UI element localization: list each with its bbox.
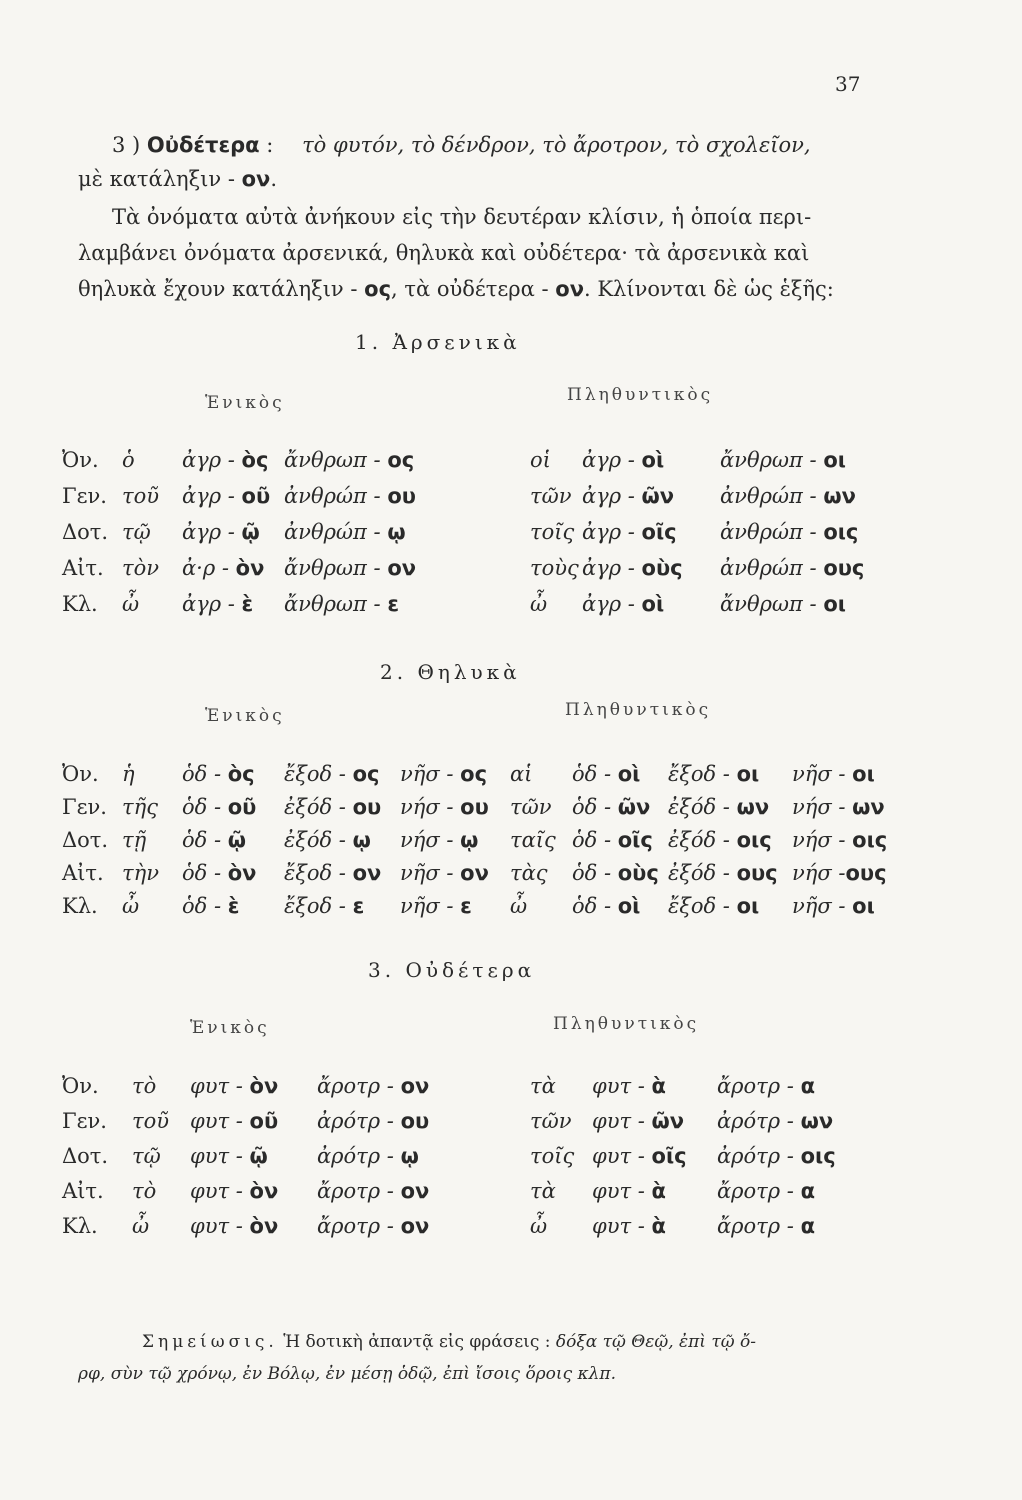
ending: ὲ [241,592,254,616]
ending: ῳ [460,828,479,852]
stem: ἄνθρωπ - [284,592,388,616]
paragraph-line-2: λαμβάνει ὀνόματα ἀρσενικά, θηλυκὰ καὶ οὐδέτερα· τὰ ἀρσενικὰ καὶ [78,241,810,265]
word-form [284,795,381,819]
ending: οῖς [617,828,653,852]
stem: ἄροτρ - [717,1179,801,1203]
article: ὦ [122,894,140,918]
word-form [792,894,875,918]
article: τοῖς [530,1144,575,1168]
article: τῶν [530,1109,572,1133]
ending: ὸς [227,762,255,786]
ending: α [800,1179,816,1203]
stem: ἀγρ - [582,484,642,508]
ending: ων [823,484,856,508]
stem: ἀγρ - [582,448,642,472]
case-label: Γεν. [62,795,107,819]
stem: ὁδ - [182,894,228,918]
word-form [317,1109,429,1133]
plural-heading-masculine: Πληθυντικὸς [567,385,714,405]
word-form [717,1109,833,1133]
stem: νήσ - [400,795,461,819]
ending: οὶ [617,894,641,918]
intro-line2-text: μὲ κατάληξιν - [78,167,242,191]
stem: ὁδ - [572,795,618,819]
ending: ῶν [651,1109,685,1133]
intro-label: 3 ) [112,133,147,157]
word-form [317,1179,429,1203]
word-form [190,1144,268,1168]
note-examples-1: δόξα τῷ Θεῷ, ἐπὶ τῷ ὄ- [555,1332,757,1352]
stem: νῆσ - [400,861,461,885]
word-form [592,1109,684,1133]
stem: ἄροτρ - [717,1214,801,1238]
article: τὰς [510,861,548,885]
ending: ῳ [400,1144,419,1168]
word-form [182,828,246,852]
stem: ὁδ - [182,795,228,819]
case-label: Δοτ. [62,520,109,544]
word-form [400,828,478,852]
word-form [668,894,759,918]
stem: φυτ - [190,1179,250,1203]
intro-line2-period: . [270,167,278,191]
article: τῷ [122,520,151,544]
stem: ἀγρ - [582,556,642,580]
word-form [582,484,674,508]
stem: ὁδ - [572,861,618,885]
case-label: Ὀν. [62,762,99,786]
article: αἱ [510,762,533,786]
word-form [284,484,416,508]
ending: οῦ [227,795,257,819]
stem: ἀρότρ - [717,1144,801,1168]
word-form [592,1214,666,1238]
paragraph-ending-2: ον [555,277,584,301]
intro-colon: : [259,133,274,157]
stem: ὁδ - [182,762,228,786]
ending: οι [736,894,760,918]
stem: ἔξοδ - [284,762,353,786]
ending: ους [736,861,778,885]
article: τοῦ [132,1109,170,1133]
ending: ος [460,762,488,786]
case-label: Ὀν. [62,448,99,472]
ending: οὺς [617,861,659,885]
ending: ῷ [249,1144,268,1168]
stem: νήσ - [792,828,853,852]
stem: ἐξόδ - [668,828,737,852]
ending: ὸν [249,1214,279,1238]
stem: νῆσ - [400,894,461,918]
case-label: Ὀν. [62,1074,99,1098]
stem: ἐξόδ - [668,795,737,819]
stem: νήσ - [400,828,461,852]
ending: οῦ [241,484,271,508]
article: οἱ [530,448,551,472]
article: τῇ [122,828,147,852]
word-form [792,861,887,885]
note-label: Σημείωσις. [142,1332,278,1352]
article: τῶν [530,484,572,508]
note-line-1 [78,1326,898,1358]
ending: οις [823,520,859,544]
stem: ἀνθρώπ - [720,520,824,544]
word-form [792,828,887,852]
stem: νήσ - [792,795,853,819]
word-form [582,520,677,544]
word-form [317,1214,429,1238]
word-form [572,795,650,819]
word-form [190,1074,278,1098]
paragraph-line-1: Τὰ ὀνόματα αὐτὰ ἀνήκουν εἰς τὴν δευτέραν κλίσιν, ἡ ὁποία περι- [112,205,812,229]
word-form [668,762,759,786]
ending: ὸν [227,861,257,885]
word-form [284,448,414,472]
article: ἡ [122,762,135,786]
ending: ὰ [651,1179,666,1203]
stem: ὁδ - [182,861,228,885]
stem: ἐξόδ - [668,861,737,885]
word-form [572,894,640,918]
stem: ἔξοδ - [284,894,353,918]
word-form [720,484,856,508]
stem: ἀνθρώπ - [720,484,824,508]
article: ταῖς [510,828,556,852]
stem: ἀνθρώπ - [720,556,824,580]
case-label: Αἰτ. [62,1179,104,1203]
word-form [182,762,255,786]
ending: ου [400,1109,430,1133]
ending: ὰ [651,1214,666,1238]
case-label: Γεν. [62,484,107,508]
ending: ον [352,861,382,885]
stem: ἀγρ - [582,592,642,616]
stem: ἀ·ρ - [182,556,236,580]
word-form [668,861,778,885]
word-form [284,592,399,616]
ending: ῳ [352,828,371,852]
ending: ος [387,448,415,472]
stem: ἀγρ - [182,592,242,616]
article: ὦ [132,1214,150,1238]
word-form [400,861,489,885]
word-form [582,592,664,616]
ending: ε [352,894,365,918]
case-label: Κλ. [62,1214,98,1238]
ending: ὸν [249,1074,279,1098]
ending: α [800,1074,816,1098]
stem: ἀνθρώπ - [284,484,388,508]
ending: ον [400,1214,430,1238]
article: τῷ [132,1144,161,1168]
word-form [720,556,864,580]
stem: ἀρότρ - [317,1144,401,1168]
stem: ἔξοδ - [668,762,737,786]
intro-line-2 [78,162,888,196]
word-form [720,520,858,544]
word-form [592,1179,666,1203]
ending: οὶ [641,592,665,616]
word-form [284,861,381,885]
article: ὦ [122,592,140,616]
paragraph-line3-a: θηλυκὰ ἔχουν κατάληξιν - [78,277,365,301]
word-form [400,795,489,819]
word-form [284,520,406,544]
word-form [182,484,270,508]
word-form [717,1144,836,1168]
article: ὦ [530,592,548,616]
word-form [717,1214,815,1238]
page-number: 37 [835,72,861,96]
stem: νῆσ - [792,894,853,918]
stem: ἄνθρωπ - [284,448,388,472]
ending: ον [400,1179,430,1203]
word-form [572,861,659,885]
stem: ὁδ - [572,828,618,852]
word-form [182,592,253,616]
intro-line-1 [78,128,888,162]
case-label: Δοτ. [62,1144,109,1168]
ending: οις [852,828,888,852]
word-form [190,1179,278,1203]
ending: οι [823,448,846,472]
word-form [668,795,769,819]
case-label: Κλ. [62,894,98,918]
word-form [717,1179,815,1203]
stem: νῆσ - [400,762,461,786]
paragraph-line3-c: . Κλίνονται δὲ ὡς ἑξῆς: [584,277,834,301]
stem: φυτ - [592,1214,652,1238]
article: ὁ [122,448,135,472]
word-form [572,762,640,786]
ending: οις [736,828,772,852]
stem: ἔξοδ - [668,894,737,918]
stem: ἄνθρωπ - [720,592,824,616]
ending: ὲ [227,894,240,918]
ending: ε [387,592,400,616]
singular-heading-feminine: Ἑνικὸς [205,706,285,726]
ending: ων [800,1109,834,1133]
article: ὦ [530,1214,548,1238]
paragraph-ending-1: ος [364,277,392,301]
stem: ἀγρ - [182,520,242,544]
intro-heading: Οὐδέτερα [146,133,260,157]
ending: ου [387,484,416,508]
article: τοῦ [122,484,160,508]
ending: ῳ [387,520,406,544]
word-form [572,828,653,852]
section-title-masculine: 1. Ἀρσενικὰ [355,330,521,354]
article: τὰ [530,1074,556,1098]
stem: φυτ - [592,1144,652,1168]
word-form [592,1074,666,1098]
ending: οις [800,1144,836,1168]
stem: ἀρότρ - [717,1109,801,1133]
article: τῶν [510,795,552,819]
word-form [668,828,772,852]
word-form [317,1074,429,1098]
ending: οὶ [641,448,665,472]
ending: ων [736,795,770,819]
intro-line2-ending: ον [241,167,271,191]
stem: φυτ - [592,1179,652,1203]
ending: οι [823,592,846,616]
stem: ἀρότρ - [317,1109,401,1133]
note-text: Ἡ δοτικὴ ἀπαντᾷ εἰς φράσεις : [277,1332,556,1352]
article: τὰ [530,1179,556,1203]
ending: ου [460,795,489,819]
ending: ον [400,1074,430,1098]
ending: οῦ [249,1109,279,1133]
word-form [400,762,487,786]
stem: φυτ - [592,1074,652,1098]
word-form [717,1074,815,1098]
article: τῆς [122,795,158,819]
plural-heading-feminine: Πληθυντικὸς [565,700,712,720]
stem: ἄροτρ - [317,1214,401,1238]
ending: ὰ [651,1074,666,1098]
ending: ους [845,861,887,885]
stem: φυτ - [190,1109,250,1133]
article: τοὺς [530,556,579,580]
case-label: Αἰτ. [62,861,104,885]
note-line-2: ρφ, σὺν τῷ χρόνῳ, ἐν Βόλῳ, ἐν μέσῃ ὁδῷ, ἐπὶ ἴσοις ὅροις κλπ. [78,1364,616,1384]
stem: ἀνθρώπ - [284,520,388,544]
ending: ε [460,894,472,918]
stem: ἀγρ - [182,484,242,508]
word-form [284,762,379,786]
word-form [284,894,364,918]
stem: φυτ - [190,1144,250,1168]
stem: ἄροτρ - [317,1074,401,1098]
stem: ὁδ - [572,894,618,918]
paragraph-line-3 [78,272,888,306]
stem: νῆσ - [792,762,853,786]
ending: οι [852,894,875,918]
singular-heading-masculine: Ἑνικὸς [205,393,285,413]
stem: ἔξοδ - [284,861,353,885]
word-form [182,861,256,885]
singular-heading-neuter: Ἑνικὸς [190,1018,270,1038]
article: ὦ [510,894,528,918]
ending: ον [460,861,489,885]
case-label: Δοτ. [62,828,109,852]
word-form [190,1214,278,1238]
stem: ἀγρ - [582,520,642,544]
stem: ἄνθρωπ - [720,448,824,472]
ending: ὸν [249,1179,279,1203]
stem: ἄνθρωπ - [284,556,388,580]
article: τὸ [132,1179,157,1203]
ending: ον [387,556,417,580]
ending: οῖς [641,520,677,544]
article: τὸν [122,556,160,580]
stem: ἄροτρ - [317,1179,401,1203]
word-form [182,520,260,544]
word-form [592,1144,687,1168]
section-title-feminine: 2. Θηλυκὰ [380,660,521,684]
word-form [182,448,268,472]
word-form [284,828,371,852]
case-label: Αἰτ. [62,556,104,580]
case-label: Γεν. [62,1109,107,1133]
word-form [284,556,416,580]
word-form [582,556,683,580]
word-form [720,448,846,472]
word-form [182,795,256,819]
ending: ῷ [227,828,246,852]
word-form [582,448,664,472]
section-title-neuter: 3. Οὐδέτερα [368,958,536,982]
paragraph-line3-b: , τὰ οὐδέτερα - [391,277,556,301]
stem: φυτ - [190,1214,250,1238]
ending: ους [823,556,865,580]
article: τὸ [132,1074,157,1098]
ending: οι [852,762,875,786]
word-form [400,894,472,918]
word-form [182,894,239,918]
ending: ου [352,795,382,819]
ending: ῶν [641,484,675,508]
stem: ὁδ - [572,762,618,786]
case-label: Κλ. [62,592,98,616]
article: τὴν [122,861,159,885]
ending: οῖς [651,1144,687,1168]
ending: ὸς [241,448,269,472]
word-form [317,1144,419,1168]
stem: φυτ - [592,1109,652,1133]
stem: ἐξόδ - [284,828,353,852]
word-form [792,795,885,819]
word-form [190,1109,278,1133]
ending: οὶ [617,762,641,786]
stem: ἀγρ - [182,448,242,472]
word-form [792,762,875,786]
ending: ὸν [235,556,265,580]
stem: ἐξόδ - [284,795,353,819]
ending: οι [736,762,760,786]
stem: φυτ - [190,1074,250,1098]
ending: ῶν [617,795,651,819]
ending: ῷ [241,520,260,544]
article: τοῖς [530,520,575,544]
stem: νήσ - [792,861,846,885]
stem: ἄροτρ - [717,1074,801,1098]
word-form [182,556,264,580]
ending: ος [352,762,380,786]
plural-heading-neuter: Πληθυντικὸς [553,1014,700,1034]
ending: α [800,1214,816,1238]
ending: ων [852,795,885,819]
word-form [720,592,846,616]
ending: οὺς [641,556,683,580]
stem: ὁδ - [182,828,228,852]
intro-examples: τὸ φυτόν, τὸ δένδρον, τὸ ἄροτρον, τὸ σχολεῖον, [302,133,811,157]
